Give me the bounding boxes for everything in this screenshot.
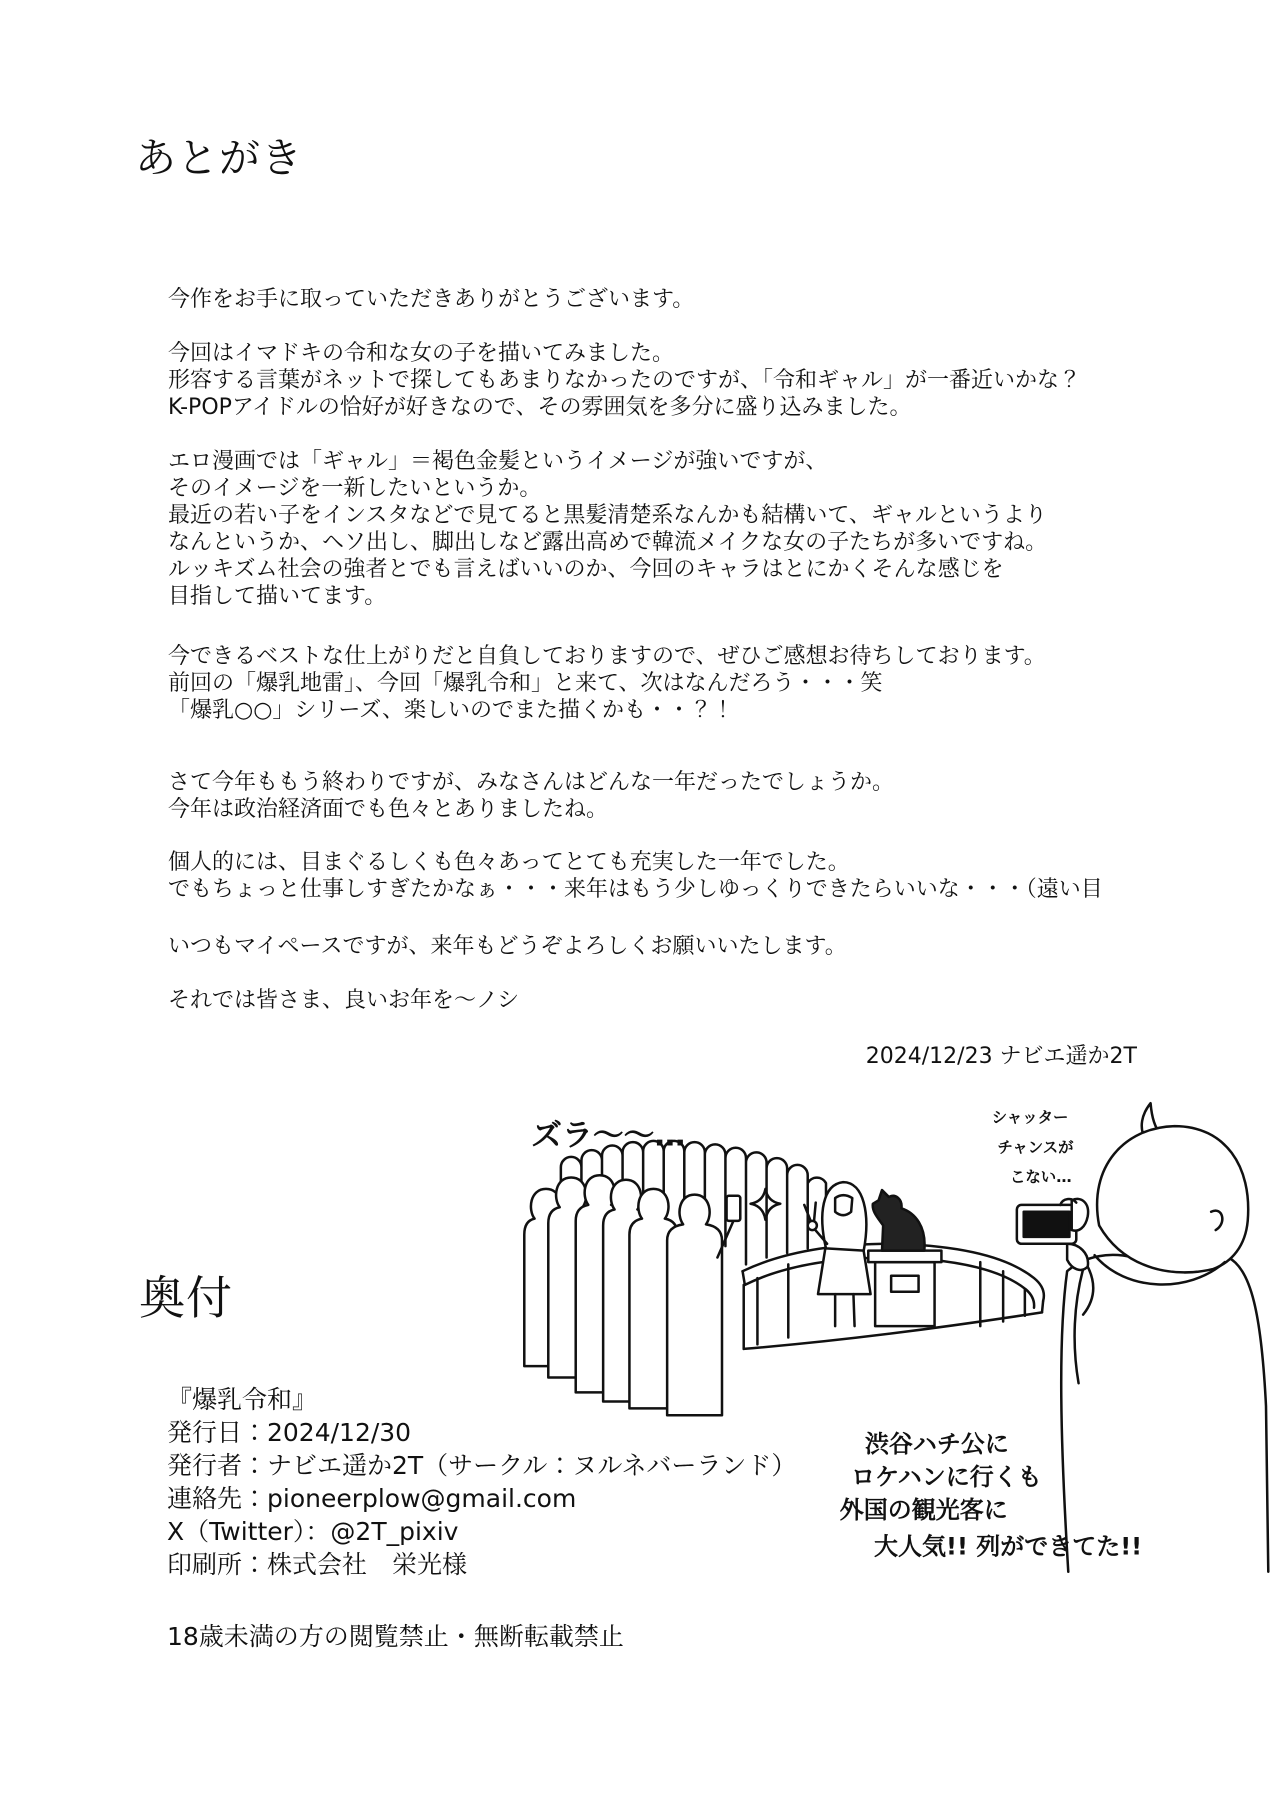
colophon-details — [167, 1383, 796, 1581]
afterword-line: K-POPアイドルの恰好が好きなので、その雰囲気を多分に盛り込みました。 — [168, 395, 912, 420]
age-restriction-notice: 18歳未満の方の閲覧禁止・無断転載禁止 — [167, 1622, 624, 1651]
afterword-line: なんというか、ヘソ出し、脚出しなど露出高めで韓流メイクな女の子たちが多いですね。 — [168, 530, 1048, 555]
photographer — [1061, 1103, 1268, 1572]
afterword-paragraph — [168, 987, 519, 1014]
twitter-handle: X（Twitter）：@2T_pixiv — [167, 1517, 459, 1546]
afterword-paragraph — [168, 286, 694, 313]
afterword-line: そのイメージを一新したいというか。 — [168, 476, 542, 501]
thought-line: チャンスが — [997, 1138, 1074, 1157]
printer: 印刷所：株式会社 栄光様 — [167, 1550, 468, 1579]
note-line: 外国の観光客に — [839, 1496, 1008, 1525]
afterword-line: 形容する言葉がネットで探してもあまりなかったのですが、「令和ギャル」が一番近いかな？ — [168, 368, 1082, 393]
afterword-line: 「爆乳○○」シリーズ、楽しいのでまた描くかも・・？！ — [168, 698, 734, 723]
afterword-line: でもちょっと仕事しすぎたかなぁ・・・来年はもう少しゆっくりできたらいいな・・・（遠い目 — [168, 877, 1103, 902]
selfie-tourist — [804, 1182, 870, 1326]
afterword-line: 今できるベストな仕上がりだと自負しておりますので、ぜひご感想お待ちしております。 — [168, 644, 1046, 669]
queue-phone-icon — [727, 1196, 741, 1221]
afterword-line: それでは皆さま、良いお年を～ノシ — [168, 988, 520, 1013]
thought-line: シャッター — [991, 1108, 1069, 1127]
afterword-line: 最近の若い子をインスタなどで見てると黒髪清楚系なんかも結構いて、ギャルというより — [168, 503, 1047, 528]
afterword-line: さて今年ももう終わりですが、みなさんはどんな一年だったでしょうか。 — [168, 770, 895, 795]
note-line: ロケハンに行くも — [851, 1462, 1042, 1491]
afterword-line: 個人的には、目まぐるしくも色々あってとても充実した一年でした。 — [168, 850, 850, 875]
afterword-title: あとがき — [135, 134, 303, 182]
afterword-line: 今回はイマドキの令和な女の子を描いてみました。 — [168, 341, 675, 366]
afterword-line: 前回の「爆乳地雷」、今回「爆乳令和」と来て、次はなんだろう・・・笑 — [168, 671, 883, 696]
contact-email: 連絡先：pioneerplow@gmail.com — [167, 1484, 577, 1513]
colophon-work-title: 『爆乳令和』 — [167, 1385, 318, 1414]
photographer-thought — [992, 1109, 1074, 1186]
afterword-paragraph — [168, 643, 1046, 724]
afterword-paragraph — [168, 933, 847, 960]
afterword-line: 目指して描いてます。 — [168, 584, 387, 609]
afterword-paragraph — [168, 448, 1047, 610]
colophon-title: 奥付 — [139, 1271, 233, 1325]
afterword-paragraph — [168, 849, 1103, 903]
afterword-line: エロ漫画では「ギャル」＝褐色金髪というイメージが強いですが、 — [168, 449, 828, 474]
hachiko-statue — [868, 1190, 941, 1326]
note-line: 渋谷ハチ公に — [864, 1429, 1009, 1458]
afterword-paragraph — [168, 340, 1081, 421]
signature: 2024/12/23 ナビエ遥か2T — [865, 1044, 1137, 1069]
afterword-line: ルッキズム社会の強者とでも言えばいいのか、今回のキャラはとにかくそんな感じを — [168, 557, 1004, 582]
afterword-line: 今年は政治経済面でも色々とありましたね。 — [168, 797, 609, 822]
afterword-line: 今作をお手に取っていただきありがとうございます。 — [168, 287, 695, 312]
queue-caption: ズラ〜〜… — [531, 1117, 686, 1154]
camera-phone-icon — [1017, 1205, 1076, 1244]
queue-front-row — [524, 1175, 733, 1415]
note-line: 大人気!! 列ができてた!! — [874, 1532, 1143, 1561]
publisher: 発行者：ナビエ遥か2T（サークル：ヌルネバーランド） — [167, 1451, 797, 1480]
afterword-line: いつもマイペースですが、来年もどうぞよろしくお願いいたします。 — [168, 934, 847, 959]
thought-line: こない… — [1010, 1168, 1072, 1187]
publish-date: 発行日：2024/12/30 — [167, 1418, 412, 1447]
afterword-paragraph — [168, 769, 894, 823]
